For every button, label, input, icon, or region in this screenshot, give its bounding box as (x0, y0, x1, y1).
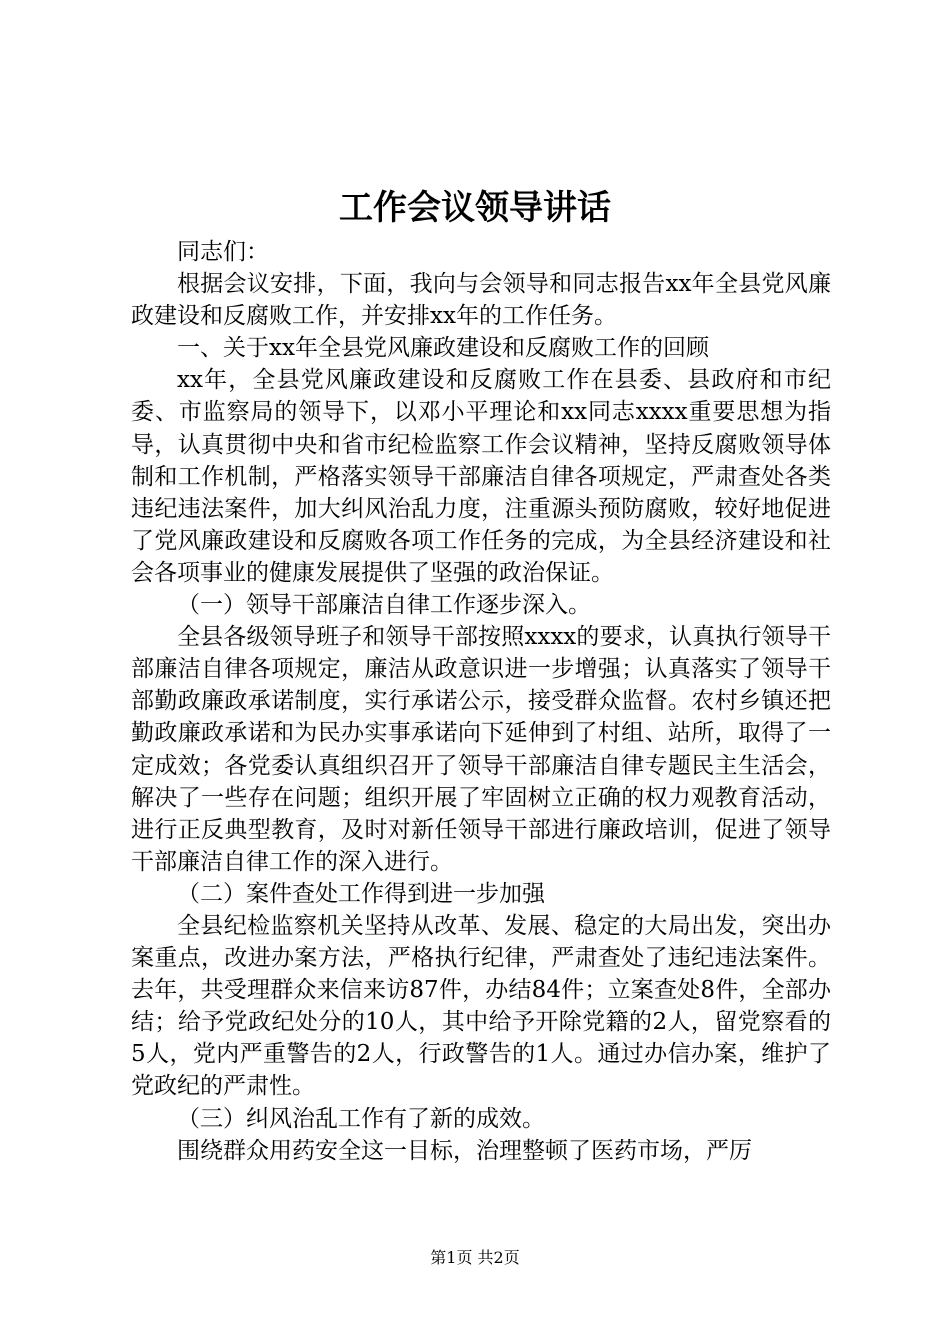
document-body (131, 236, 831, 1167)
section-heading: 一、关于xx年全县党风廉政建设和反腐败工作的回顾 (177, 335, 709, 362)
salutation-paragraph: 同志们： (177, 239, 269, 265)
subsection-heading-3: （三）纠风治乱工作有了新的成效。 (177, 1105, 545, 1132)
self-discipline-paragraph: 全县各级领导班子和领导干部按照xxxx的要求，认真执行领导干部廉洁自律各项规定，廉洁从政意识进一步增强；认真落实了领导干部勤政廉政承诺制度，实行承诺公示，接受群众监督。农村乡镇还把勤政廉政承诺和为民办实事承诺向下延伸到了村组、站所，取得了一定成效；各党委认真组织召开了领导干部廉洁自律专题民主生活会，解决了一些存在问题；组织开展了牢固树立正确的权力观教育活动，进行正反典型教育，及时对新任领导干部进行廉政培训，促进了领导干部廉洁自律工作的深入进行。 (131, 624, 831, 875)
subsection-heading-2: （二）案件查处工作得到进一步加强 (177, 880, 545, 907)
case-handling-paragraph: 全县纪检监察机关坚持从改革、发展、稳定的大局出发，突出办案重点，改进办案方法，严格执行纪律，严肃查处了违纪违法案件。去年，共受理群众来信来访87件，办结84件；立案查处8件，全部办结；给予党政纪处分的10人，其中给予开除党籍的2人，留党察看的5人，党内严重警告的2人，行政警告的1人。通过办信办案，维护了党政纪的严肃性。 (131, 912, 831, 1100)
rectification-paragraph: 围绕群众用药安全这一目标，治理整顿了医药市场，严厉 (177, 1137, 752, 1164)
subsection-heading-1: （一）领导干部廉洁自律工作逐步深入。 (177, 592, 591, 619)
page-footer: 第1页 共2页 (430, 1248, 520, 1267)
review-paragraph: xx年，全县党风廉政建设和反腐败工作在县委、县政府和市纪委、市监察局的领导下，以邓小平理论和xx同志xxxx重要思想为指导，认真贯彻中央和省市纪检监察工作会议精神，坚持反腐败领导体制和工作机制，严格落实领导干部廉洁自律各项规定，严肃查处各类违纪违法案件，加大纠风治乱力度，注重源头预防腐败，较好地促进了党风廉政建设和反腐败各项工作任务的完成，为全县经济建设和社会各项事业的健康发展提供了坚强的政治保证。 (131, 367, 831, 586)
document-title: 工作会议领导讲话 (339, 188, 611, 228)
intro-paragraph: 根据会议安排，下面，我向与会领导和同志报告xx年全县党风廉政建设和反腐败工作，并安排xx年的工作任务。 (131, 271, 831, 330)
